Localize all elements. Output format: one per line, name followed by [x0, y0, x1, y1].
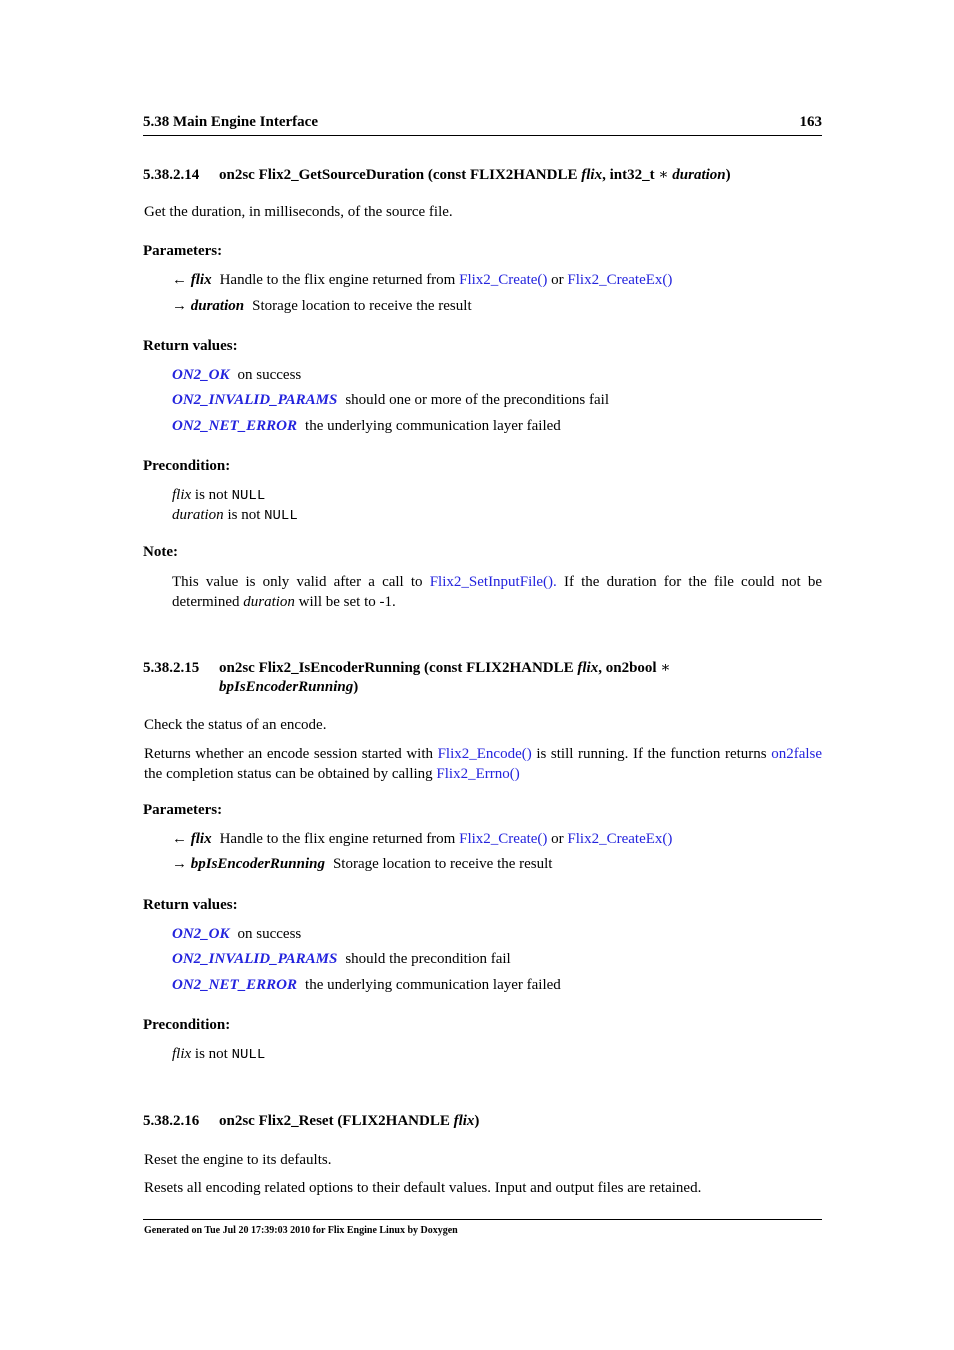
- heading-arg-flix: flix: [453, 1113, 475, 1129]
- heading-number: 5.38.2.16: [143, 1113, 200, 1129]
- s14-params-label: Parameters:: [143, 243, 223, 259]
- pre-var: duration: [172, 507, 224, 523]
- link-on2-ok[interactable]: ON2_OK: [172, 367, 230, 383]
- heading-sep: , on2bool: [598, 660, 657, 676]
- param-name: bpIsEncoderRunning: [190, 856, 325, 872]
- link-on2false[interactable]: on2false: [771, 746, 823, 762]
- return-text: the underlying communication layer failed: [305, 418, 561, 434]
- link-on2-net-error[interactable]: ON2_NET_ERROR: [172, 977, 298, 993]
- link-flix2-encode[interactable]: Flix2_Encode(): [437, 746, 532, 762]
- heading-arg-duration: duration: [672, 167, 726, 183]
- pre-null: NULL: [231, 1047, 266, 1063]
- heading-5-38-2-16: [143, 1113, 479, 1130]
- s14-returns-label: Return values:: [143, 338, 238, 354]
- link-on2-invalid-params[interactable]: ON2_INVALID_PARAMS: [172, 392, 338, 408]
- heading-arg-running: bpIsEncoderRunning: [219, 679, 354, 695]
- heading-5-38-2-14: [143, 165, 731, 184]
- param-name: flix: [190, 272, 212, 288]
- s14-description: Get the duration, in milliseconds, of the source file.: [144, 204, 453, 220]
- link-flix2-create[interactable]: Flix2_Create(): [459, 272, 548, 288]
- link-flix2-create[interactable]: Flix2_Create(): [459, 831, 548, 847]
- s15-return-ok: [172, 926, 301, 943]
- s15-param-flix: [172, 831, 672, 848]
- in-arrow-icon: ←: [172, 831, 187, 847]
- s15-precondition-1: [172, 1046, 265, 1063]
- pre-null: NULL: [264, 508, 298, 524]
- s15-param-running: [172, 856, 552, 873]
- in-arrow-icon: ←: [172, 272, 187, 288]
- pre-text: is not: [227, 507, 261, 523]
- param-or: or: [551, 272, 564, 288]
- link-on2-net-error[interactable]: ON2_NET_ERROR: [172, 418, 298, 434]
- s14-note-label: Note:: [143, 544, 178, 560]
- pre-var: flix: [172, 487, 192, 503]
- heading-sep: , int32_t: [602, 167, 655, 183]
- s15-return-net-error: [172, 977, 561, 994]
- s14-param-duration: [172, 298, 472, 315]
- header-rule: [143, 135, 822, 136]
- heading-number: 5.38.2.14: [143, 167, 200, 183]
- link-flix2-setinputfile[interactable]: Flix2_SetInputFile().: [429, 574, 557, 590]
- s15-body: [144, 744, 822, 784]
- body-text: Returns whether an encode session started with: [144, 746, 434, 762]
- s16-description: Reset the engine to its defaults.: [144, 1152, 332, 1168]
- s14-return-ok: [172, 367, 301, 384]
- s14-return-invalid: [172, 392, 609, 409]
- link-on2-ok[interactable]: ON2_OK: [172, 926, 230, 942]
- s15-return-invalid: [172, 951, 511, 968]
- return-text: on success: [237, 926, 302, 942]
- pre-text: is not: [194, 487, 228, 503]
- out-arrow-icon: →: [172, 856, 187, 872]
- footer-generated: Generated on Tue Jul 20 17:39:03 2010 for Flix Engine Linux by Doxygen: [144, 1225, 458, 1236]
- heading-arg-flix: flix: [581, 167, 603, 183]
- s14-precondition-1: [172, 487, 265, 504]
- s15-description: Check the status of an encode.: [144, 717, 327, 733]
- heading-close: ): [353, 679, 359, 695]
- heading-signature: on2sc Flix2_IsEncoderRunning (const FLIX2HANDLE: [219, 660, 574, 676]
- out-arrow-icon: →: [172, 298, 187, 314]
- s15-precondition-label: Precondition:: [143, 1017, 231, 1033]
- pointer-star: ∗: [658, 167, 669, 183]
- footer-rule: [143, 1219, 822, 1220]
- pre-var: flix: [172, 1046, 192, 1062]
- param-text: Handle to the flix engine returned from: [219, 272, 456, 288]
- return-text: should the precondition fail: [345, 951, 511, 967]
- note-var: duration: [243, 594, 295, 610]
- link-flix2-createex[interactable]: Flix2_CreateEx(): [567, 831, 673, 847]
- param-text: Storage location to receive the result: [252, 298, 472, 314]
- param-text: Handle to the flix engine returned from: [219, 831, 456, 847]
- s14-note-body: [172, 572, 822, 612]
- s16-body: Resets all encoding related options to their default values. Input and output files are retained.: [144, 1180, 702, 1196]
- link-flix2-errno[interactable]: Flix2_Errno(): [436, 766, 520, 782]
- note-text: This value is only valid after a call to: [172, 574, 423, 590]
- heading-close: ): [725, 167, 731, 183]
- pre-text: is not: [194, 1046, 228, 1062]
- s14-precondition-label: Precondition:: [143, 458, 231, 474]
- param-text: Storage location to receive the result: [332, 856, 553, 872]
- return-text: should one or more of the preconditions fail: [345, 392, 609, 408]
- note-text-2: If the duration for the file could not be determined: [172, 574, 823, 610]
- param-or: or: [551, 831, 564, 847]
- page-number: 163: [799, 114, 822, 130]
- heading-close: ): [474, 1113, 480, 1129]
- s15-returns-label: Return values:: [143, 897, 238, 913]
- note-text-3: will be set to -1.: [298, 594, 396, 610]
- heading-signature: on2sc Flix2_Reset (FLIX2HANDLE: [219, 1113, 450, 1129]
- heading-signature: on2sc Flix2_GetSourceDuration (const FLIX2HANDLE: [219, 167, 578, 183]
- heading-5-38-2-15: [143, 659, 743, 697]
- s14-return-net-error: [172, 418, 561, 435]
- param-name: duration: [190, 298, 245, 314]
- param-name: flix: [190, 831, 212, 847]
- s15-params-label: Parameters:: [143, 802, 223, 818]
- pointer-star: ∗: [660, 660, 671, 676]
- return-text: the underlying communication layer failed: [305, 977, 561, 993]
- body-text-3: the completion status can be obtained by calling: [144, 766, 433, 782]
- link-on2-invalid-params[interactable]: ON2_INVALID_PARAMS: [172, 951, 338, 967]
- heading-arg-flix: flix: [577, 660, 599, 676]
- s14-param-flix: [172, 272, 672, 289]
- return-text: on success: [237, 367, 302, 383]
- running-header-section: 5.38 Main Engine Interface: [143, 114, 318, 130]
- heading-number: 5.38.2.15: [143, 660, 200, 676]
- pre-null: NULL: [231, 488, 266, 504]
- link-flix2-createex[interactable]: Flix2_CreateEx(): [567, 272, 673, 288]
- body-text-2: is still running. If the function returns: [536, 746, 767, 762]
- s14-precondition-2: [172, 507, 298, 524]
